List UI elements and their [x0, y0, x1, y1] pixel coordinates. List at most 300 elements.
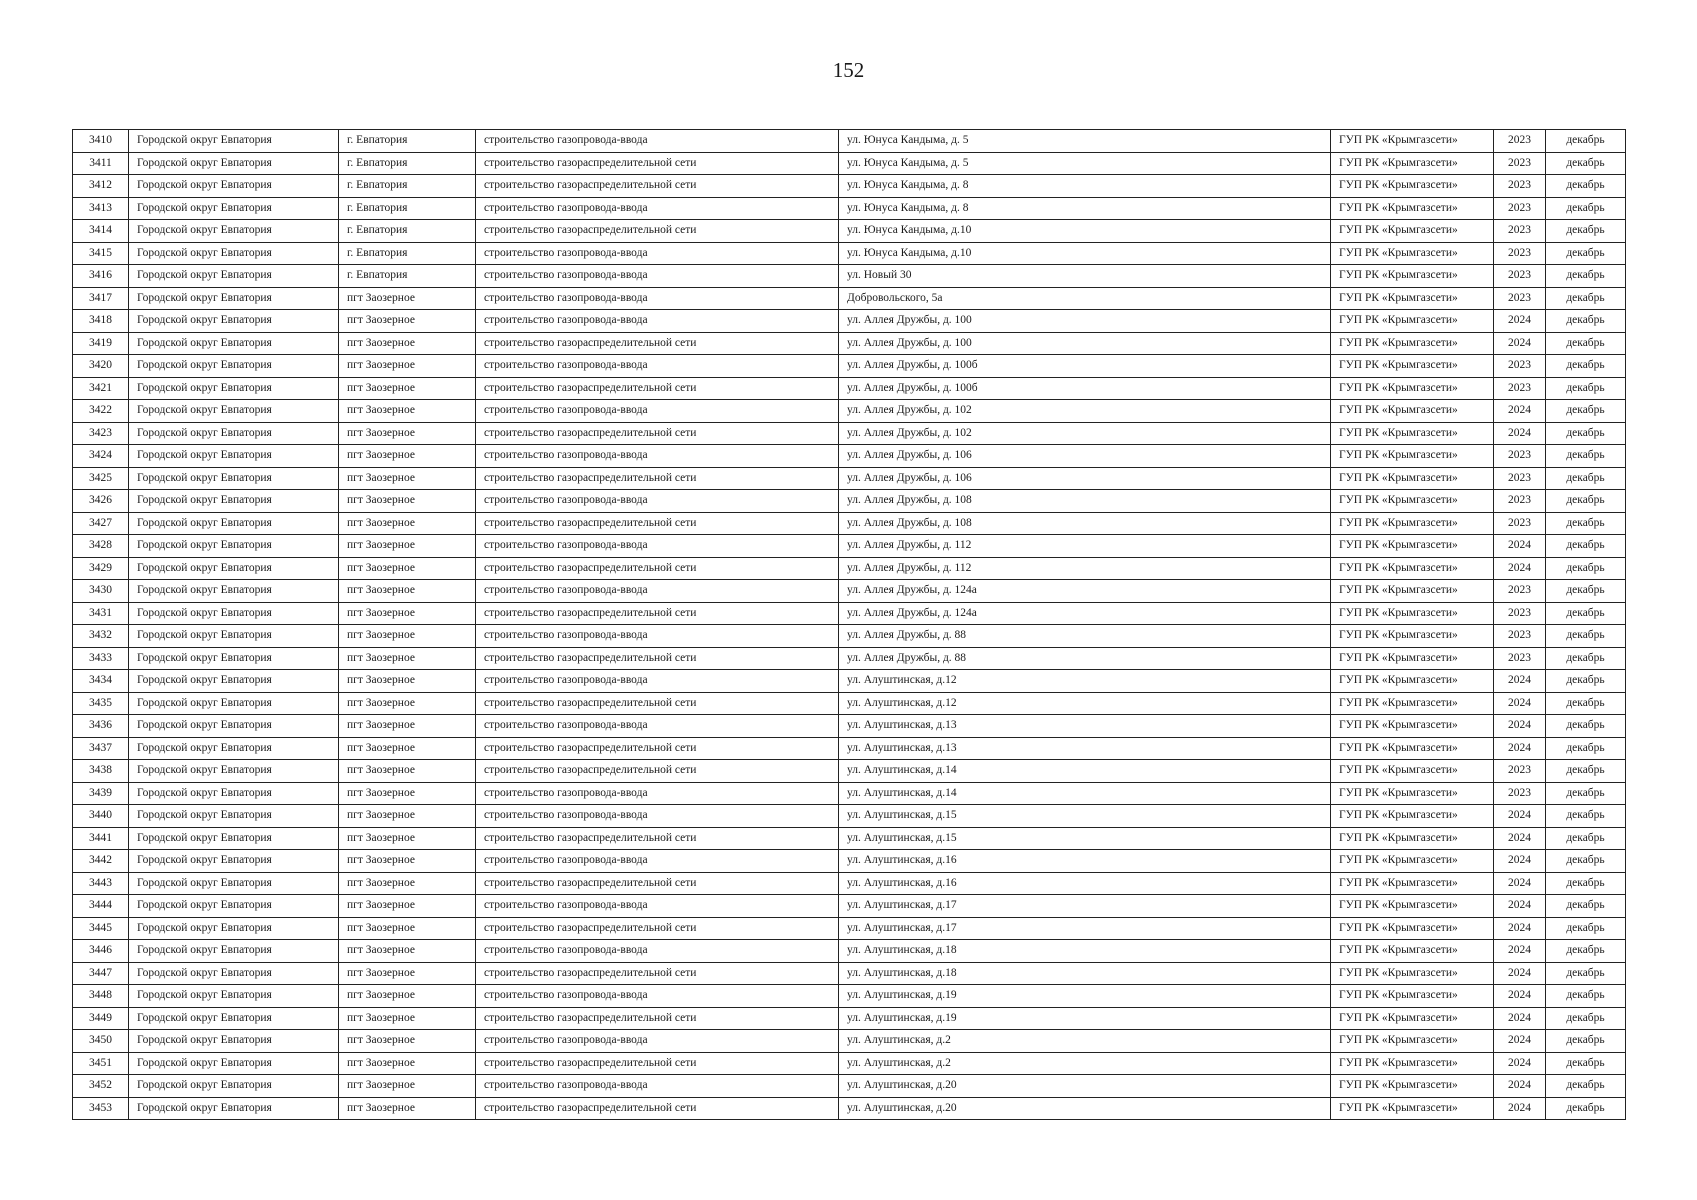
month-cell: декабрь — [1546, 535, 1626, 558]
table-row — [73, 152, 1626, 175]
locality-cell: пгт Заозерное — [339, 625, 476, 648]
table-row — [73, 175, 1626, 198]
month-cell: декабрь — [1546, 602, 1626, 625]
table-row — [73, 962, 1626, 985]
locality-cell: г. Евпатория — [339, 242, 476, 265]
organization-cell: ГУП РК «Крымгазсети» — [1331, 490, 1494, 513]
year-cell: 2023 — [1494, 265, 1546, 288]
district-cell: Городской округ Евпатория — [129, 377, 339, 400]
address-cell: ул. Алуштинская, д.12 — [839, 692, 1331, 715]
work-type-cell: строительство газопровода-ввода — [476, 625, 839, 648]
work-type-cell: строительство газораспределительной сети — [476, 467, 839, 490]
work-type-cell: строительство газопровода-ввода — [476, 895, 839, 918]
locality-cell: пгт Заозерное — [339, 557, 476, 580]
district-cell: Городской округ Евпатория — [129, 962, 339, 985]
locality-cell: пгт Заозерное — [339, 467, 476, 490]
locality-cell: г. Евпатория — [339, 197, 476, 220]
year-cell: 2023 — [1494, 782, 1546, 805]
month-cell: декабрь — [1546, 827, 1626, 850]
locality-cell: пгт Заозерное — [339, 940, 476, 963]
work-type-cell: строительство газопровода-ввода — [476, 535, 839, 558]
district-cell: Городской округ Евпатория — [129, 1097, 339, 1120]
month-cell: декабрь — [1546, 445, 1626, 468]
row-number-cell: 3438 — [73, 760, 129, 783]
year-cell: 2024 — [1494, 715, 1546, 738]
organization-cell: ГУП РК «Крымгазсети» — [1331, 467, 1494, 490]
locality-cell: пгт Заозерное — [339, 850, 476, 873]
table-row — [73, 805, 1626, 828]
page-number: 152 — [832, 58, 865, 82]
locality-cell: пгт Заозерное — [339, 760, 476, 783]
work-type-cell: строительство газораспределительной сети — [476, 647, 839, 670]
row-number-cell: 3416 — [73, 265, 129, 288]
address-cell: ул. Алуштинская, д.15 — [839, 805, 1331, 828]
year-cell: 2023 — [1494, 467, 1546, 490]
organization-cell: ГУП РК «Крымгазсети» — [1331, 400, 1494, 423]
row-number-cell: 3439 — [73, 782, 129, 805]
address-cell: ул. Аллея Дружбы, д. 100 — [839, 310, 1331, 333]
month-cell: декабрь — [1546, 580, 1626, 603]
locality-cell: г. Евпатория — [339, 152, 476, 175]
work-type-cell: строительство газопровода-ввода — [476, 1075, 839, 1098]
year-cell: 2024 — [1494, 737, 1546, 760]
organization-cell: ГУП РК «Крымгазсети» — [1331, 625, 1494, 648]
year-cell: 2023 — [1494, 580, 1546, 603]
row-number-cell: 3453 — [73, 1097, 129, 1120]
year-cell: 2024 — [1494, 985, 1546, 1008]
address-cell: ул. Алуштинская, д.16 — [839, 850, 1331, 873]
work-type-cell: строительство газопровода-ввода — [476, 265, 839, 288]
work-type-cell: строительство газораспределительной сети — [476, 557, 839, 580]
year-cell: 2024 — [1494, 557, 1546, 580]
work-type-cell: строительство газораспределительной сети — [476, 332, 839, 355]
district-cell: Городской округ Евпатория — [129, 197, 339, 220]
month-cell: декабрь — [1546, 130, 1626, 153]
year-cell: 2023 — [1494, 760, 1546, 783]
address-cell: ул. Аллея Дружбы, д. 106 — [839, 467, 1331, 490]
organization-cell: ГУП РК «Крымгазсети» — [1331, 332, 1494, 355]
work-type-cell: строительство газораспределительной сети — [476, 377, 839, 400]
address-cell: ул. Алуштинская, д.20 — [839, 1075, 1331, 1098]
year-cell: 2024 — [1494, 962, 1546, 985]
district-cell: Городской округ Евпатория — [129, 467, 339, 490]
month-cell: декабрь — [1546, 625, 1626, 648]
table-row — [73, 377, 1626, 400]
organization-cell: ГУП РК «Крымгазсети» — [1331, 827, 1494, 850]
work-type-cell: строительство газопровода-ввода — [476, 400, 839, 423]
month-cell: декабрь — [1546, 400, 1626, 423]
month-cell: декабрь — [1546, 850, 1626, 873]
work-type-cell: строительство газораспределительной сети — [476, 760, 839, 783]
organization-cell: ГУП РК «Крымгазсети» — [1331, 152, 1494, 175]
year-cell: 2024 — [1494, 917, 1546, 940]
month-cell: декабрь — [1546, 1075, 1626, 1098]
locality-cell: пгт Заозерное — [339, 805, 476, 828]
work-type-cell: строительство газопровода-ввода — [476, 580, 839, 603]
work-type-cell: строительство газораспределительной сети — [476, 1007, 839, 1030]
organization-cell: ГУП РК «Крымгазсети» — [1331, 130, 1494, 153]
organization-cell: ГУП РК «Крымгазсети» — [1331, 220, 1494, 243]
row-number-cell: 3449 — [73, 1007, 129, 1030]
row-number-cell: 3420 — [73, 355, 129, 378]
organization-cell: ГУП РК «Крымгазсети» — [1331, 377, 1494, 400]
district-cell: Городской округ Евпатория — [129, 220, 339, 243]
table-row — [73, 715, 1626, 738]
table-row — [73, 760, 1626, 783]
organization-cell: ГУП РК «Крымгазсети» — [1331, 760, 1494, 783]
year-cell: 2024 — [1494, 827, 1546, 850]
locality-cell: г. Евпатория — [339, 220, 476, 243]
organization-cell: ГУП РК «Крымгазсети» — [1331, 872, 1494, 895]
district-cell: Городской округ Евпатория — [129, 310, 339, 333]
district-cell: Городской округ Евпатория — [129, 805, 339, 828]
year-cell: 2024 — [1494, 1052, 1546, 1075]
work-type-cell: строительство газопровода-ввода — [476, 1030, 839, 1053]
organization-cell: ГУП РК «Крымгазсети» — [1331, 355, 1494, 378]
row-number-cell: 3450 — [73, 1030, 129, 1053]
table-row — [73, 827, 1626, 850]
table-row — [73, 242, 1626, 265]
locality-cell: пгт Заозерное — [339, 827, 476, 850]
month-cell: декабрь — [1546, 242, 1626, 265]
year-cell: 2023 — [1494, 602, 1546, 625]
row-number-cell: 3423 — [73, 422, 129, 445]
work-type-cell: строительство газораспределительной сети — [476, 602, 839, 625]
work-type-cell: строительство газопровода-ввода — [476, 197, 839, 220]
locality-cell: пгт Заозерное — [339, 1075, 476, 1098]
district-cell: Городской округ Евпатория — [129, 895, 339, 918]
year-cell: 2024 — [1494, 400, 1546, 423]
address-cell: ул. Алуштинская, д.13 — [839, 737, 1331, 760]
month-cell: декабрь — [1546, 220, 1626, 243]
district-cell: Городской округ Евпатория — [129, 535, 339, 558]
month-cell: декабрь — [1546, 1052, 1626, 1075]
address-cell: ул. Алуштинская, д.16 — [839, 872, 1331, 895]
table-row — [73, 647, 1626, 670]
row-number-cell: 3437 — [73, 737, 129, 760]
locality-cell: пгт Заозерное — [339, 962, 476, 985]
year-cell: 2024 — [1494, 1030, 1546, 1053]
district-cell: Городской округ Евпатория — [129, 602, 339, 625]
month-cell: декабрь — [1546, 940, 1626, 963]
table-row — [73, 985, 1626, 1008]
month-cell: декабрь — [1546, 985, 1626, 1008]
table-row — [73, 602, 1626, 625]
organization-cell: ГУП РК «Крымгазсети» — [1331, 647, 1494, 670]
locality-cell: пгт Заозерное — [339, 535, 476, 558]
row-number-cell: 3429 — [73, 557, 129, 580]
year-cell: 2024 — [1494, 1097, 1546, 1120]
table-row — [73, 1097, 1626, 1120]
organization-cell: ГУП РК «Крымгазсети» — [1331, 197, 1494, 220]
locality-cell: г. Евпатория — [339, 265, 476, 288]
year-cell: 2023 — [1494, 287, 1546, 310]
year-cell: 2023 — [1494, 377, 1546, 400]
organization-cell: ГУП РК «Крымгазсети» — [1331, 445, 1494, 468]
district-cell: Городской округ Евпатория — [129, 557, 339, 580]
row-number-cell: 3443 — [73, 872, 129, 895]
table-row — [73, 310, 1626, 333]
year-cell: 2023 — [1494, 130, 1546, 153]
work-type-cell: строительство газораспределительной сети — [476, 917, 839, 940]
row-number-cell: 3415 — [73, 242, 129, 265]
month-cell: декабрь — [1546, 377, 1626, 400]
year-cell: 2024 — [1494, 1007, 1546, 1030]
work-type-cell: строительство газопровода-ввода — [476, 287, 839, 310]
work-type-cell: строительство газораспределительной сети — [476, 175, 839, 198]
district-cell: Городской округ Евпатория — [129, 692, 339, 715]
year-cell: 2024 — [1494, 670, 1546, 693]
locality-cell: пгт Заозерное — [339, 400, 476, 423]
address-cell: ул. Аллея Дружбы, д. 124а — [839, 602, 1331, 625]
organization-cell: ГУП РК «Крымгазсети» — [1331, 940, 1494, 963]
address-cell: ул. Юнуса Кандыма, д. 5 — [839, 152, 1331, 175]
address-cell: ул. Аллея Дружбы, д. 88 — [839, 647, 1331, 670]
row-number-cell: 3417 — [73, 287, 129, 310]
year-cell: 2023 — [1494, 242, 1546, 265]
district-cell: Городской округ Евпатория — [129, 1030, 339, 1053]
work-type-cell: строительство газопровода-ввода — [476, 310, 839, 333]
locality-cell: пгт Заозерное — [339, 872, 476, 895]
month-cell: декабрь — [1546, 737, 1626, 760]
district-cell: Городской округ Евпатория — [129, 422, 339, 445]
district-cell: Городской округ Евпатория — [129, 985, 339, 1008]
table-row — [73, 220, 1626, 243]
work-type-cell: строительство газопровода-ввода — [476, 715, 839, 738]
year-cell: 2023 — [1494, 355, 1546, 378]
locality-cell: пгт Заозерное — [339, 1097, 476, 1120]
work-type-cell: строительство газораспределительной сети — [476, 220, 839, 243]
month-cell: декабрь — [1546, 670, 1626, 693]
year-cell: 2023 — [1494, 152, 1546, 175]
organization-cell: ГУП РК «Крымгазсети» — [1331, 917, 1494, 940]
district-cell: Городской округ Евпатория — [129, 1075, 339, 1098]
year-cell: 2023 — [1494, 490, 1546, 513]
month-cell: декабрь — [1546, 692, 1626, 715]
work-type-cell: строительство газораспределительной сети — [476, 737, 839, 760]
row-number-cell: 3422 — [73, 400, 129, 423]
locality-cell: пгт Заозерное — [339, 445, 476, 468]
district-cell: Городской округ Евпатория — [129, 827, 339, 850]
work-type-cell: строительство газораспределительной сети — [476, 692, 839, 715]
row-number-cell: 3445 — [73, 917, 129, 940]
row-number-cell: 3425 — [73, 467, 129, 490]
work-type-cell: строительство газопровода-ввода — [476, 130, 839, 153]
address-cell: ул. Алуштинская, д.12 — [839, 670, 1331, 693]
locality-cell: пгт Заозерное — [339, 647, 476, 670]
year-cell: 2023 — [1494, 220, 1546, 243]
district-cell: Городской округ Евпатория — [129, 850, 339, 873]
address-cell: ул. Алуштинская, д.19 — [839, 1007, 1331, 1030]
row-number-cell: 3433 — [73, 647, 129, 670]
table-row — [73, 400, 1626, 423]
year-cell: 2023 — [1494, 512, 1546, 535]
month-cell: декабрь — [1546, 310, 1626, 333]
locality-cell: пгт Заозерное — [339, 580, 476, 603]
district-cell: Городской округ Евпатория — [129, 647, 339, 670]
row-number-cell: 3446 — [73, 940, 129, 963]
address-cell: ул. Юнуса Кандыма, д.10 — [839, 220, 1331, 243]
year-cell: 2023 — [1494, 647, 1546, 670]
row-number-cell: 3410 — [73, 130, 129, 153]
address-cell: Добровольского, 5а — [839, 287, 1331, 310]
district-cell: Городской округ Евпатория — [129, 782, 339, 805]
registry-table — [72, 129, 1626, 1120]
address-cell: ул. Аллея Дружбы, д. 112 — [839, 557, 1331, 580]
year-cell: 2024 — [1494, 895, 1546, 918]
address-cell: ул. Аллея Дружбы, д. 100б — [839, 355, 1331, 378]
month-cell: декабрь — [1546, 895, 1626, 918]
month-cell: декабрь — [1546, 422, 1626, 445]
row-number-cell: 3418 — [73, 310, 129, 333]
locality-cell: пгт Заозерное — [339, 490, 476, 513]
row-number-cell: 3434 — [73, 670, 129, 693]
row-number-cell: 3436 — [73, 715, 129, 738]
month-cell: декабрь — [1546, 197, 1626, 220]
locality-cell: пгт Заозерное — [339, 310, 476, 333]
address-cell: ул. Алуштинская, д.18 — [839, 940, 1331, 963]
table-row — [73, 782, 1626, 805]
locality-cell: пгт Заозерное — [339, 332, 476, 355]
locality-cell: пгт Заозерное — [339, 985, 476, 1008]
table-row — [73, 872, 1626, 895]
locality-cell: пгт Заозерное — [339, 602, 476, 625]
organization-cell: ГУП РК «Крымгазсети» — [1331, 580, 1494, 603]
work-type-cell: строительство газораспределительной сети — [476, 422, 839, 445]
year-cell: 2024 — [1494, 692, 1546, 715]
address-cell: ул. Юнуса Кандыма, д.10 — [839, 242, 1331, 265]
work-type-cell: строительство газопровода-ввода — [476, 490, 839, 513]
work-type-cell: строительство газопровода-ввода — [476, 850, 839, 873]
locality-cell: пгт Заозерное — [339, 917, 476, 940]
organization-cell: ГУП РК «Крымгазсети» — [1331, 265, 1494, 288]
work-type-cell: строительство газопровода-ввода — [476, 805, 839, 828]
organization-cell: ГУП РК «Крымгазсети» — [1331, 895, 1494, 918]
address-cell: ул. Юнуса Кандыма, д. 8 — [839, 197, 1331, 220]
address-cell: ул. Алуштинская, д.14 — [839, 760, 1331, 783]
work-type-cell: строительство газораспределительной сети — [476, 962, 839, 985]
work-type-cell: строительство газопровода-ввода — [476, 940, 839, 963]
organization-cell: ГУП РК «Крымгазсети» — [1331, 1052, 1494, 1075]
district-cell: Городской округ Евпатория — [129, 130, 339, 153]
table-row — [73, 467, 1626, 490]
year-cell: 2024 — [1494, 805, 1546, 828]
organization-cell: ГУП РК «Крымгазсети» — [1331, 602, 1494, 625]
organization-cell: ГУП РК «Крымгазсети» — [1331, 670, 1494, 693]
table-row — [73, 1052, 1626, 1075]
organization-cell: ГУП РК «Крымгазсети» — [1331, 422, 1494, 445]
month-cell: декабрь — [1546, 265, 1626, 288]
address-cell: ул. Юнуса Кандыма, д. 5 — [839, 130, 1331, 153]
table-row — [73, 557, 1626, 580]
address-cell: ул. Алуштинская, д.19 — [839, 985, 1331, 1008]
row-number-cell: 3427 — [73, 512, 129, 535]
district-cell: Городской округ Евпатория — [129, 445, 339, 468]
locality-cell: пгт Заозерное — [339, 422, 476, 445]
district-cell: Городской округ Евпатория — [129, 760, 339, 783]
address-cell: ул. Аллея Дружбы, д. 106 — [839, 445, 1331, 468]
work-type-cell: строительство газопровода-ввода — [476, 782, 839, 805]
year-cell: 2024 — [1494, 535, 1546, 558]
organization-cell: ГУП РК «Крымгазсети» — [1331, 1097, 1494, 1120]
locality-cell: пгт Заозерное — [339, 377, 476, 400]
year-cell: 2023 — [1494, 625, 1546, 648]
locality-cell: пгт Заозерное — [339, 1030, 476, 1053]
year-cell: 2024 — [1494, 422, 1546, 445]
table-row — [73, 917, 1626, 940]
table-row — [73, 580, 1626, 603]
row-number-cell: 3442 — [73, 850, 129, 873]
district-cell: Городской округ Евпатория — [129, 265, 339, 288]
month-cell: декабрь — [1546, 332, 1626, 355]
organization-cell: ГУП РК «Крымгазсети» — [1331, 962, 1494, 985]
month-cell: декабрь — [1546, 1030, 1626, 1053]
district-cell: Городской округ Евпатория — [129, 175, 339, 198]
organization-cell: ГУП РК «Крымгазсети» — [1331, 1007, 1494, 1030]
table-row — [73, 670, 1626, 693]
year-cell: 2024 — [1494, 310, 1546, 333]
district-cell: Городской округ Евпатория — [129, 512, 339, 535]
row-number-cell: 3414 — [73, 220, 129, 243]
district-cell: Городской округ Евпатория — [129, 152, 339, 175]
address-cell: ул. Алуштинская, д.2 — [839, 1030, 1331, 1053]
district-cell: Городской округ Евпатория — [129, 625, 339, 648]
address-cell: ул. Аллея Дружбы, д. 102 — [839, 400, 1331, 423]
month-cell: декабрь — [1546, 715, 1626, 738]
table-row — [73, 197, 1626, 220]
table-row — [73, 287, 1626, 310]
month-cell: декабрь — [1546, 805, 1626, 828]
work-type-cell: строительство газопровода-ввода — [476, 242, 839, 265]
row-number-cell: 3452 — [73, 1075, 129, 1098]
address-cell: ул. Алуштинская, д.17 — [839, 895, 1331, 918]
address-cell: ул. Юнуса Кандыма, д. 8 — [839, 175, 1331, 198]
address-cell: ул. Алуштинская, д.13 — [839, 715, 1331, 738]
month-cell: декабрь — [1546, 467, 1626, 490]
district-cell: Городской округ Евпатория — [129, 287, 339, 310]
row-number-cell: 3441 — [73, 827, 129, 850]
year-cell: 2024 — [1494, 850, 1546, 873]
organization-cell: ГУП РК «Крымгазсети» — [1331, 512, 1494, 535]
district-cell: Городской округ Евпатория — [129, 1007, 339, 1030]
row-number-cell: 3411 — [73, 152, 129, 175]
locality-cell: пгт Заозерное — [339, 512, 476, 535]
table-row — [73, 130, 1626, 153]
month-cell: декабрь — [1546, 782, 1626, 805]
address-cell: ул. Алуштинская, д.18 — [839, 962, 1331, 985]
locality-cell: пгт Заозерное — [339, 670, 476, 693]
row-number-cell: 3451 — [73, 1052, 129, 1075]
organization-cell: ГУП РК «Крымгазсети» — [1331, 310, 1494, 333]
organization-cell: ГУП РК «Крымгазсети» — [1331, 715, 1494, 738]
month-cell: декабрь — [1546, 175, 1626, 198]
table-row — [73, 850, 1626, 873]
work-type-cell: строительство газораспределительной сети — [476, 827, 839, 850]
row-number-cell: 3424 — [73, 445, 129, 468]
organization-cell: ГУП РК «Крымгазсети» — [1331, 242, 1494, 265]
locality-cell: пгт Заозерное — [339, 1007, 476, 1030]
address-cell: ул. Аллея Дружбы, д. 102 — [839, 422, 1331, 445]
locality-cell: пгт Заозерное — [339, 895, 476, 918]
table-row — [73, 265, 1626, 288]
month-cell: декабрь — [1546, 647, 1626, 670]
row-number-cell: 3440 — [73, 805, 129, 828]
organization-cell: ГУП РК «Крымгазсети» — [1331, 1075, 1494, 1098]
work-type-cell: строительство газораспределительной сети — [476, 512, 839, 535]
table-row — [73, 692, 1626, 715]
organization-cell: ГУП РК «Крымгазсети» — [1331, 287, 1494, 310]
month-cell: декабрь — [1546, 1007, 1626, 1030]
